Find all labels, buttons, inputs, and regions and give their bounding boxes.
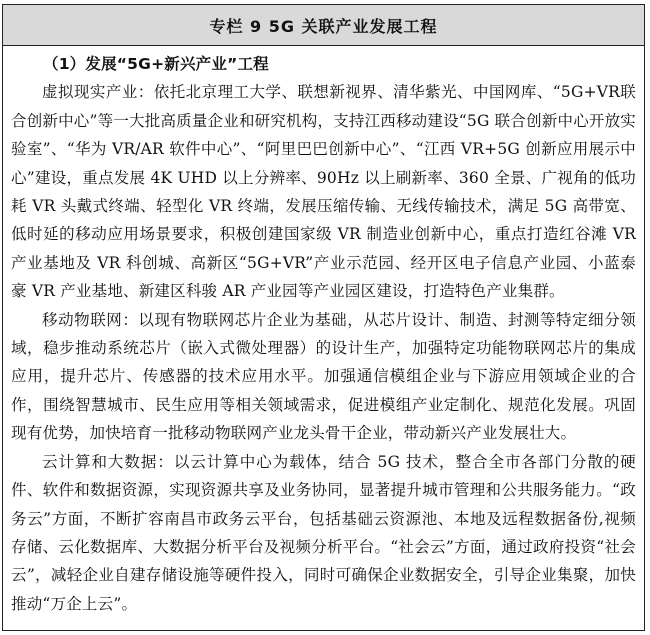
paragraph-mobile-iot: 移动物联网：以现有物联网芯片企业为基础，从芯片设计、制造、封测等特定细分领域，稳步推动系统芯片（嵌入式微处理器）的设计生产，加强特定功能物联网芯片的集成应用，提升芯片、传感器的技术应用水平。加强通信模组企业与下游应用领域企业的合作，围绕智慧城市、民生应用等相关领域需求，促进模组产业定制化、规范化发展。巩固现有优势，加快培育一批移动物联网产业龙头骨干企业，带动新兴产业发展壮大。 <box>11 310 636 443</box>
column-box <box>2 4 645 631</box>
column-content <box>3 46 644 618</box>
paragraph-virtual-reality: 虚拟现实产业：依托北京理工大学、联想新视界、清华紫光、中国网库、“5G+VR联合创新中心”等一大批高质量企业和研究机构，支持江西移动建设“5G 联合创新中心开放实验室”、“华为 VR/AR 软件中心”、“阿里巴巴创新中心”、“江西 VR+5G 创新应用展示中心”建设，重点发展 4K UHD 以上分辨率、90Hz 以上刷新率、360 全景、广视角的低功耗 VR 头戴式终端、轻型化 VR 终端，发展压缩传输、无线传输技术，满足 5G 高带宽、低时延的移动应用场景要求，积极创建国家级 VR 制造业创新中心，重点打造红谷滩 VR 产业基地及 VR 科创城、高新区“5G+VR”产业示范园、经开区电子信息产业园、小蓝泰豪 VR 产业基地、新建区科骏 AR 产业园等产业园区建设，打造特色产业集群。 <box>11 83 636 301</box>
paragraph-cloud-big-data: 云计算和大数据：以云计算中心为载体，结合 5G 技术，整合全市各部门分散的硬件、软件和数据资源，实现资源共享及业务协同，显著提升城市管理和公共服务能力。“政务云”方面，不断扩容南昌市政务云平台，包括基础云资源池、本地及远程数据备份,视频存储、云化数据库、大数据分析平台及视频分析平台。“社会云”方面，通过政府投资“社会云”，减轻企业自建存储设施等硬件投入，同时可确保企业数据安全，引导企业集聚，加快推动“万企上云”。 <box>11 452 636 613</box>
section-heading: （1）发展“5G+新兴产业”工程 <box>43 55 269 73</box>
column-title-bar <box>3 5 644 46</box>
column-title: 专栏 9 5G 关联产业发展工程 <box>209 16 438 36</box>
